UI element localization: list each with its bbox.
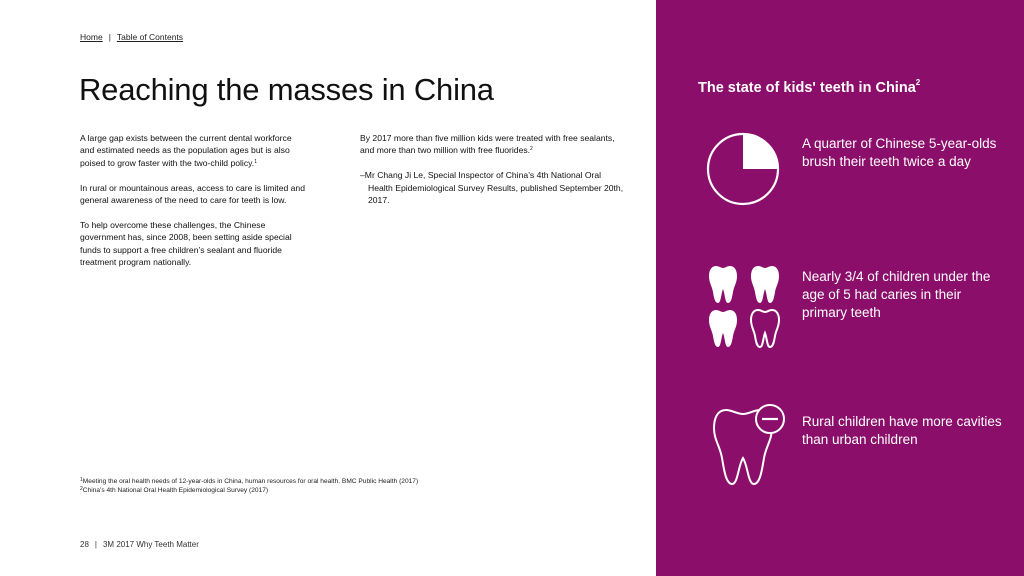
document-name: 3M 2017 Why Teeth Matter (102, 540, 199, 549)
stats-panel (656, 0, 1024, 576)
breadcrumb-home-link[interactable]: Home (80, 32, 103, 42)
tooth-filled-1 (709, 266, 737, 303)
footnote-1: $^1$Meeting the oral health needs of 12-year-olds in China, human resources for oral health. BMC Public Health (2017) (80, 477, 419, 485)
tooth-cavity-icon (712, 402, 792, 490)
breadcrumb (80, 32, 183, 42)
stat-brushing: A quarter of Chinese 5-year-olds brush their teeth twice a day (802, 136, 997, 169)
tooth-filled-2 (751, 266, 779, 303)
footnotes (80, 477, 418, 495)
stat-rural-cavities: Rural children have more cavities than urban children (802, 414, 1002, 447)
paragraph-sealant-results: By 2017 more than five million kids were treated with free sealants, and more than two million with free fluorides.$^2$ (360, 133, 615, 156)
footnote-ref-2: 2 (530, 146, 533, 153)
tooth-filled-3 (709, 310, 737, 347)
footnote-ref-1: 1 (254, 158, 257, 165)
footnote-2: $^2$China’s 4th National Oral Health Epidemiological Survey (2017) (80, 486, 269, 494)
paragraph-government-program: To help overcome these challenges, the Chinese government has, since 2008, been setting aside special funds to support a free children’s sealant and fluoride treatment program nationally. (80, 219, 292, 268)
breadcrumb-toc-link[interactable]: Table of Contents (116, 32, 184, 42)
panel-title-footnote-ref: 2 (915, 78, 921, 87)
panel-title: The state of kids' teeth in China$^2$ (698, 78, 921, 96)
tooth-outline-4 (751, 310, 779, 347)
page-number: 28 (80, 540, 89, 549)
paragraph-workforce-gap: A large gap exists between the current dental workforce and estimated needs as the population ages but is also poised to grow faster with the two-child policy.$^1$ (80, 133, 292, 168)
body-column-right (360, 132, 628, 219)
page-footer: 28 | 3M 2017 Why Teeth Matter (80, 540, 199, 549)
quote-attribution: –Mr Chang Ji Le, Special Inspector of China’s 4th National Oral Health Epidemiological Survey Results, published September 20th, 2017. (360, 170, 624, 206)
page-title: Reaching the masses in China (79, 72, 494, 107)
breadcrumb-separator: | (108, 32, 111, 42)
stat-caries: Nearly 3/4 of children under the age of 5 had caries in their primary teeth (802, 269, 991, 320)
paragraph-rural-access: In rural or mountainous areas, access to care is limited and general awareness of the need to care for teeth is low. (80, 182, 305, 206)
quarter-pie-icon (703, 129, 783, 209)
four-teeth-icon (706, 262, 784, 352)
pie-filled-slice (743, 134, 778, 169)
body-column-left (80, 132, 305, 281)
